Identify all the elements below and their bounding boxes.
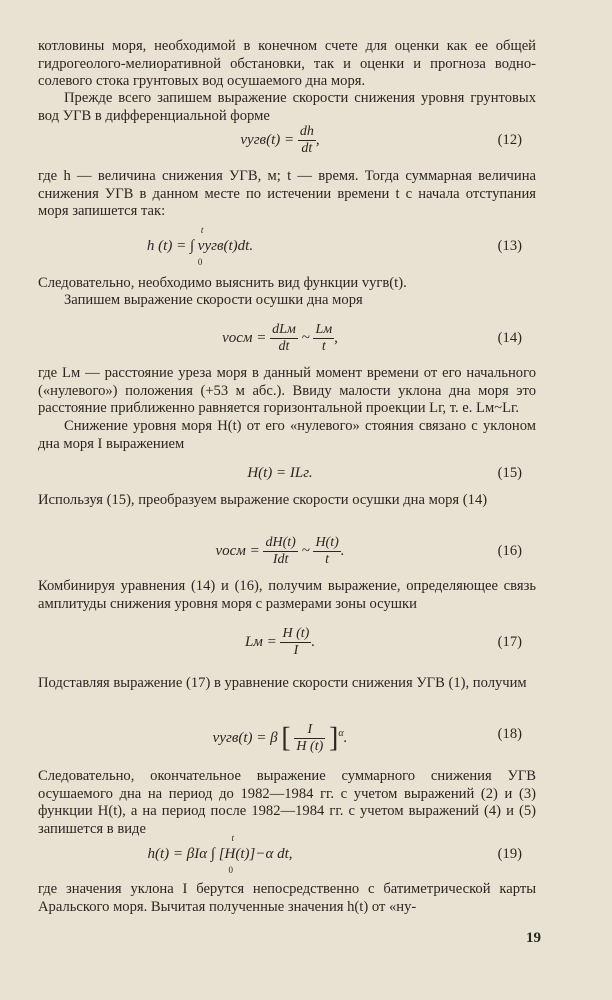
paragraph-6: где Lм — расстояние уреза моря в данный момент времени от его начального («нулевого») положения (+53 м абс.). Ввиду малости уклона дна моря это расстояние приближенно равняется горизонтальной проекции Lг, т. е. Lм~Lг. — [38, 365, 536, 416]
equation-16 — [38, 531, 522, 571]
equation-15 — [38, 453, 522, 493]
eq19-lower-limit: 0 — [228, 865, 233, 875]
eq18-left-bracket: [ — [281, 722, 291, 754]
paragraph-3: где h — величина снижения УГВ, м; t — время. Тогда суммарная величина снижения УГВ в данном месте по истечении времени t с начала отступания моря запишется так: — [38, 168, 536, 219]
eq16-tilde: ~ — [301, 543, 310, 559]
eq15-formula: H(t) = ILг. — [247, 465, 313, 481]
equation-18 — [38, 714, 522, 754]
eq16-denominator-1: Idt — [272, 552, 289, 568]
paragraph-4: Следовательно, необходимо выяснить вид функции vугв(t). — [38, 275, 407, 291]
paragraph-1: котловины моря, необходимой в конечном счете для оценки как ее общей гидрогеолого-мелиоративной обстановки, так и оценки и прогноза водно-солевого стока грунтовых вод осушаемого дна моря. — [38, 38, 536, 89]
eq13-lower-limit: 0 — [197, 257, 203, 267]
eq19-number: (19) — [497, 846, 522, 862]
eq14-denominator-1: dt — [278, 339, 290, 355]
eq18-exponent: α — [338, 728, 344, 739]
equation-12 — [38, 120, 522, 160]
eq16-fraction-1 — [263, 535, 297, 568]
eq17-denominator: I — [293, 643, 299, 659]
eq13-text: h (t) = ∫ vугв(t)dt. — [146, 238, 254, 254]
eq14-tail: , — [334, 330, 338, 346]
eq17-number: (17) — [497, 634, 522, 650]
eq14-numerator-1: dLм — [272, 322, 296, 338]
eq14-number: (14) — [497, 330, 522, 346]
paragraph-9: Комбинируя уравнения (14) и (16), получим выражение, определяющее связь амплитуды снижения уровня моря с размерами зоны осушки — [38, 578, 536, 612]
eq12-fraction — [298, 124, 316, 157]
eq16-tail: . — [340, 543, 345, 559]
eq16-lhs: vосм = — [215, 543, 260, 559]
paragraph-12: где значения уклона I берутся непосредственно с батиметрической карты Аральского моря. Вычитая полученные значения h(t) от «ну- — [38, 881, 536, 915]
equation-13 — [38, 226, 522, 266]
eq18-right-bracket: ] — [329, 722, 339, 754]
paragraph-2: Прежде всего запишем выражение скорости снижения уровня грунтовых вод УГВ в дифференциальной форме — [38, 90, 536, 124]
paragraph-8: Используя (15), преобразуем выражение скорости осушки дна моря (14) — [38, 492, 488, 508]
eq12-numerator: dh — [299, 124, 314, 140]
eq16-fraction-2 — [313, 535, 340, 568]
paragraph-11: Следовательно, окончательное выражение суммарного снижения УГВ осушаемого дна на период до 1982—1984 гг. с учетом выражений (2) и (3) функции H(t), а на период после 1982—1984 гг. с учетом выражений (4) и (5) запишется в виде — [38, 768, 536, 837]
eq13-number: (13) — [497, 238, 522, 254]
eq16-numerator-1: dH(t) — [265, 535, 296, 551]
eq16-numerator-2: H(t) — [315, 535, 339, 551]
eq16-number: (16) — [497, 543, 522, 559]
eq16-denominator-2: t — [325, 552, 330, 568]
paragraph-7: Снижение уровня моря H(t) от его «нулевого» стояния связано с уклоном дна моря I выражением — [38, 418, 536, 452]
eq19-text: h(t) = βIα ∫ [H(t)]−α dt, — [147, 846, 293, 862]
eq14-fraction-1 — [270, 322, 298, 355]
eq12-tail: , — [315, 132, 320, 148]
eq18-fraction — [294, 722, 325, 755]
eq17-lhs: Lм = — [244, 634, 277, 650]
eq17-tail: . — [311, 634, 316, 650]
eq14-fraction-2 — [313, 322, 334, 355]
eq14-lhs: vосм = — [222, 330, 267, 346]
eq18-denominator: H (t) — [296, 739, 324, 755]
eq18-lhs: vугв(t) = β — [212, 730, 278, 746]
eq15-number: (15) — [497, 465, 522, 481]
paragraph-5: Запишем выражение скорости осушки дна моря — [64, 292, 363, 308]
eq13-upper-limit: t — [200, 225, 204, 235]
eq18-tail: . — [343, 730, 348, 746]
equation-14 — [38, 318, 522, 358]
eq18-numerator: I — [294, 722, 325, 739]
equation-19 — [38, 834, 522, 874]
eq14-denominator-2: t — [321, 339, 326, 355]
eq12-number: (12) — [497, 132, 522, 148]
eq14-numerator-2: Lм — [315, 322, 333, 338]
eq12-lhs: vугв(t) = — [240, 132, 295, 148]
paragraph-10: Подставляя выражение (17) в уравнение скорости снижения УГВ (1), получим — [38, 675, 527, 691]
page-number: 19 — [526, 930, 541, 946]
equation-17 — [38, 622, 522, 662]
eq13-body — [146, 225, 254, 267]
eq19-upper-limit: t — [231, 833, 234, 843]
eq17-numerator: H (t) — [282, 626, 310, 642]
eq19-body — [147, 833, 293, 875]
eq12-denominator: dt — [301, 141, 313, 157]
eq14-tilde: ~ — [301, 330, 310, 346]
eq17-fraction — [280, 626, 311, 659]
eq18-number: (18) — [497, 726, 522, 742]
